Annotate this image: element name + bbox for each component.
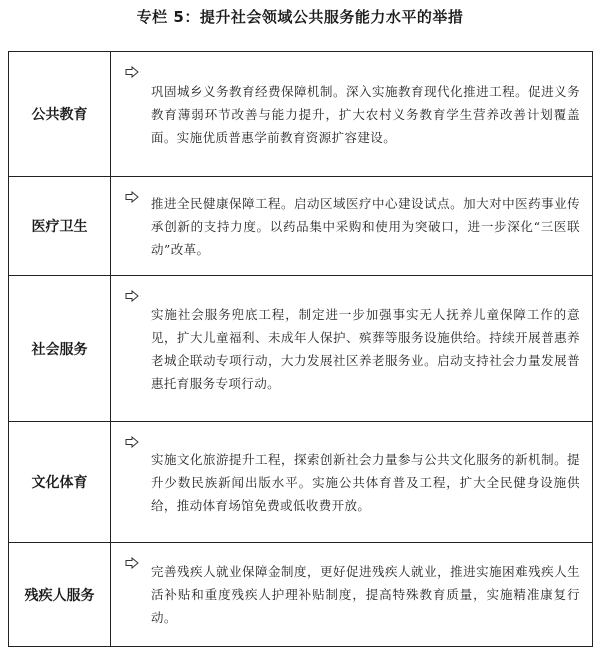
content-text: 实施文化旅游提升工程，探索创新社会力量参与公共文化服务的新机制。提升少数民族新闻出版水平。实施公共体育普及工程，扩大全民健身设施供给，推动体育场馆免费或低收费开放。	[151, 451, 580, 513]
content-cell	[111, 422, 593, 543]
arrow-bullet-icon	[125, 290, 139, 302]
category-cell: 文化体育	[9, 422, 111, 543]
table-row	[9, 422, 593, 543]
measures-table	[8, 51, 593, 647]
arrow-bullet-icon	[125, 436, 139, 448]
content-text: 巩固城乡义务教育经费保障机制。深入实施教育现代化推进工程。促进义务教育薄弱环节改善与能力提升，扩大农村义务教育学生营养改善计划覆盖面。实施优质普惠学前教育资源扩容建设。	[151, 83, 580, 145]
arrow-bullet-icon	[125, 191, 139, 203]
category-cell: 医疗卫生	[9, 177, 111, 276]
content-text: 推进全民健康保障工程。启动区域医疗中心建设试点。加大对中医药事业传承创新的支持力度。以药品集中采购和使用为突破口，进一步深化“三医联动”改革。	[151, 195, 580, 257]
table-row	[9, 276, 593, 422]
table-row	[9, 52, 593, 177]
content-cell	[111, 177, 593, 276]
content-cell	[111, 52, 593, 177]
category-cell: 残疾人服务	[9, 543, 111, 647]
content-text: 实施社会服务兜底工程，制定进一步加强事实无人抚养儿童保障工作的意见，扩大儿童福利、未成年人保护、殡葬等服务设施供给。持续开展普惠养老城企联动专项行动，大力发展社区养老服务业。启动支持社会力量发展普惠托育服务专项行动。	[151, 306, 580, 391]
table-row	[9, 543, 593, 647]
arrow-bullet-icon	[125, 557, 139, 569]
category-cell: 社会服务	[9, 276, 111, 422]
content-cell	[111, 276, 593, 422]
category-cell: 公共教育	[9, 52, 111, 177]
content-text: 完善残疾人就业保障金制度，更好促进残疾人就业，推进实施困难残疾人生活补贴和重度残疾人护理补贴制度，提高特殊教育质量，实施精准康复行动。	[151, 564, 580, 625]
content-cell	[111, 543, 593, 647]
page-title: 专栏 5：提升社会领域公共服务能力水平的举措	[136, 8, 464, 26]
table-row	[9, 177, 593, 276]
arrow-bullet-icon	[125, 66, 139, 78]
